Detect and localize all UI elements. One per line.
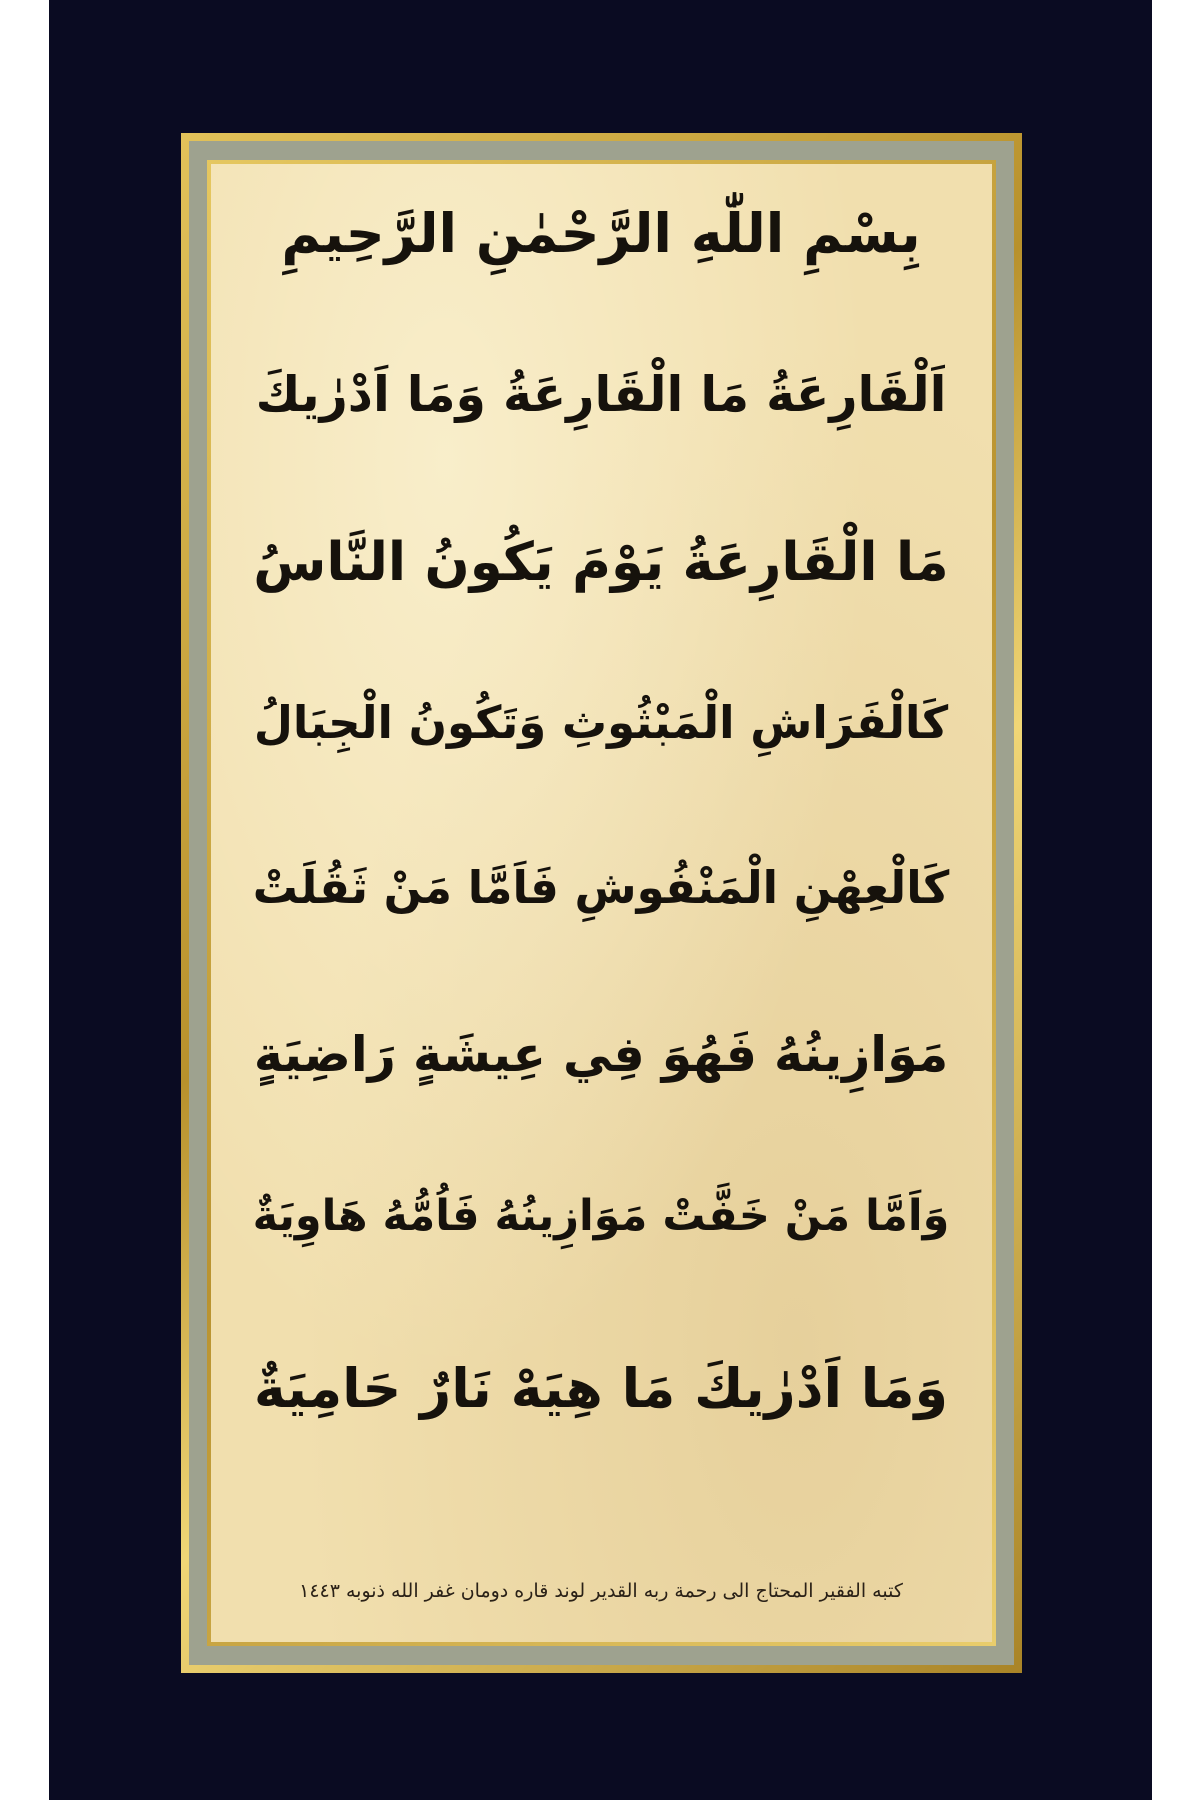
calligraphy-line-6: مَوَازِينُهُ فَهُوَ فِي عِيشَةٍ رَاضِيَةٍ (253, 1026, 949, 1083)
calligraphy-panel (211, 164, 992, 1642)
calligraphy-line-2: اَلْقَارِعَةُ مَا الْقَارِعَةُ وَمَا اَدْرٰيكَ (255, 366, 947, 423)
calligraphy-line-7: وَاَمَّا مَنْ خَفَّتْ مَوَازِينُهُ فَاُمُّهُ هَاوِيَةٌ (252, 1191, 950, 1241)
calligraphy-line-5: كَالْعِهْنِ الْمَنْفُوشِ فَاَمَّا مَنْ ثَقُلَتْ (252, 861, 950, 914)
calligraphy-line-1: بِسْمِ اللّٰهِ الرَّحْمٰنِ الرَّحِيمِ (281, 202, 921, 265)
calligraphy-line-4: كَالْفَرَاشِ الْمَبْثُوثِ وَتَكُونُ الْجِبَالُ (253, 696, 949, 749)
calligrapher-colophon: كتبه الفقير المحتاج الى رحمة ربه القدير لوند قاره دومان غفر الله ذنوبه ١٤٤٣ (299, 1580, 903, 1602)
calligraphy-line-8: وَمَا اَدْرٰيكَ مَا هِيَهْ نَارٌ حَامِيَةٌ (253, 1357, 949, 1420)
calligraphy-line-3: مَا الْقَارِعَةُ يَوْمَ يَكُونُ النَّاسُ (253, 532, 949, 593)
